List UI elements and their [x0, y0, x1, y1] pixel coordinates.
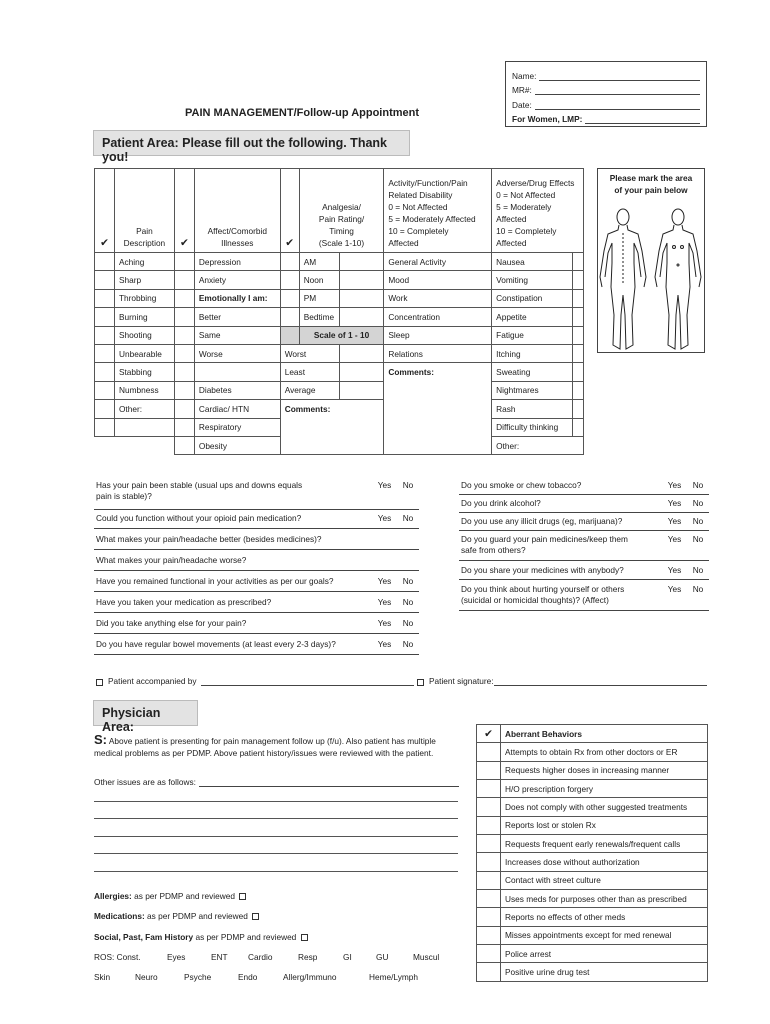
affect-item: Respiratory — [194, 418, 280, 436]
analgesia-checkbox[interactable] — [280, 308, 299, 326]
adverse-item: Sweating — [492, 363, 573, 381]
ros-item[interactable]: Eyes — [167, 952, 186, 962]
affect-checkbox[interactable] — [174, 418, 194, 436]
pain-item: Unbearable — [114, 344, 174, 362]
checkbox-icon[interactable] — [252, 913, 259, 920]
aberrant-item: Does not comply with other suggested treatments — [501, 798, 708, 816]
adverse-input[interactable] — [572, 381, 583, 399]
patient-id-box — [505, 61, 707, 127]
no-option[interactable]: No — [402, 618, 414, 628]
yes-option[interactable]: Yes — [377, 597, 392, 607]
question-text: Do you share your medicines with anybody? — [461, 565, 624, 575]
question-text: What makes your pain/headache worse? — [96, 555, 247, 565]
ros-item[interactable]: Resp — [298, 952, 318, 962]
yes-option[interactable]: Yes — [377, 639, 392, 649]
aberrant-checkbox[interactable] — [477, 816, 501, 834]
pain-checkbox[interactable] — [95, 271, 115, 289]
no-option[interactable]: No — [692, 498, 704, 508]
analgesia-checkbox[interactable] — [280, 289, 299, 307]
ros-item[interactable]: Skin — [94, 972, 111, 982]
aberrant-item: Police arrest — [501, 945, 708, 963]
analgesia-checkbox[interactable] — [280, 271, 299, 289]
question-text: Do you smoke or chew tobacco? — [461, 480, 582, 490]
activity-item: Concentration — [384, 308, 492, 326]
activity-item: Sleep — [384, 326, 492, 344]
adverse-input[interactable] — [572, 289, 583, 307]
affect-item: Depression — [194, 253, 280, 271]
affect-item: Worse — [194, 344, 280, 362]
average-input[interactable] — [339, 381, 384, 399]
pain-checkbox[interactable] — [95, 418, 115, 436]
aberrant-check-header: ✔ — [477, 725, 501, 743]
checkbox-icon[interactable] — [301, 934, 308, 941]
adverse-item: Vomiting — [492, 271, 573, 289]
name-field[interactable]: Name: — [512, 66, 700, 81]
ros-row-1 — [94, 952, 454, 964]
accompanied-field[interactable] — [94, 676, 414, 686]
pain-checkbox[interactable] — [95, 289, 115, 307]
no-option[interactable]: No — [692, 480, 704, 490]
pain-item: Shooting — [114, 326, 174, 344]
social-text: as per PDMP and reviewed — [195, 932, 297, 942]
ros-item[interactable]: Neuro — [135, 972, 158, 982]
note-line[interactable] — [94, 836, 458, 837]
check-column-1: ✔ — [95, 169, 115, 253]
allergies-row — [94, 891, 248, 901]
aberrant-item: H/O prescription forgery — [501, 780, 708, 798]
yes-option[interactable]: Yes — [667, 498, 682, 508]
adverse-item: Other: — [492, 436, 584, 454]
mr-field[interactable]: MR#: — [512, 81, 700, 96]
signature-field[interactable] — [415, 676, 707, 686]
question-row — [459, 498, 709, 513]
analgesia-item: Noon — [299, 271, 339, 289]
adverse-item: Fatigue — [492, 326, 573, 344]
affect-item: Emotionally I am: — [194, 289, 280, 307]
yes-option[interactable]: Yes — [667, 584, 682, 594]
adverse-input[interactable] — [572, 344, 583, 362]
scale-cell — [280, 326, 299, 344]
adverse-input[interactable] — [572, 271, 583, 289]
affect-checkbox[interactable] — [174, 381, 194, 399]
no-option[interactable]: No — [692, 534, 704, 544]
affect-header: Affect/Comorbid Illnesses — [194, 169, 280, 253]
question-text: Do you drink alcohol? — [461, 498, 541, 508]
ros-item[interactable]: GU — [376, 952, 389, 962]
yes-option[interactable]: Yes — [667, 565, 682, 575]
adverse-input[interactable] — [572, 253, 583, 271]
question-row — [459, 565, 709, 580]
adverse-input[interactable] — [572, 400, 583, 418]
aberrant-checkbox[interactable] — [477, 908, 501, 926]
pain-description-header: Pain Description — [114, 169, 174, 253]
question-row[interactable] — [94, 555, 419, 571]
pain-item: Throbbing — [114, 289, 174, 307]
ros-item[interactable]: Allerg/Immuno — [283, 972, 337, 982]
subjective-section — [94, 734, 459, 759]
affect-item — [194, 363, 280, 381]
question-row — [94, 597, 419, 613]
affect-checkbox[interactable] — [174, 289, 194, 307]
question-text: What makes your pain/headache better (besides medicines)? — [96, 534, 322, 544]
aberrant-item: Misses appointments except for med renewal — [501, 926, 708, 944]
note-line[interactable] — [94, 801, 458, 802]
checkbox-icon[interactable] — [96, 679, 103, 686]
affect-checkbox[interactable] — [174, 400, 194, 418]
affect-checkbox[interactable] — [174, 326, 194, 344]
checkbox-icon[interactable] — [239, 893, 246, 900]
aberrant-checkbox[interactable] — [477, 743, 501, 761]
activity-item: Mood — [384, 271, 492, 289]
ros-row-2 — [94, 972, 454, 984]
blank-cell — [114, 436, 174, 454]
social-row — [94, 932, 310, 942]
question-row — [459, 584, 709, 611]
activity-item: General Activity — [384, 253, 492, 271]
ros-item[interactable]: Heme/Lymph — [369, 972, 419, 982]
pain-item — [114, 418, 174, 436]
aberrant-item: Increases dose without authorization — [501, 853, 708, 871]
scale-label: Scale of 1 - 10 — [299, 326, 384, 344]
no-option[interactable]: No — [402, 597, 414, 607]
pain-checkbox[interactable] — [95, 326, 115, 344]
pain-assessment-table — [94, 168, 584, 455]
affect-item: Cardiac/ HTN — [194, 400, 280, 418]
social-label: Social, Past, Fam History — [94, 932, 194, 942]
question-text: Have you remained functional in your activities as per our goals? — [96, 576, 334, 586]
ros-item[interactable]: Psyche — [184, 972, 212, 982]
aberrant-item: Attempts to obtain Rx from other doctors or ER — [501, 743, 708, 761]
question-row — [459, 534, 709, 561]
ros-item[interactable]: Endo — [238, 972, 258, 982]
accompanied-label: Patient accompanied by — [108, 676, 197, 686]
aberrant-checkbox[interactable] — [477, 926, 501, 944]
body-diagram-label: Please mark the area of your pain below — [609, 173, 693, 195]
average-label: Average — [280, 381, 339, 399]
pain-item: Burning — [114, 308, 174, 326]
affect-item: Anxiety — [194, 271, 280, 289]
no-option[interactable]: No — [402, 513, 414, 523]
adverse-input[interactable] — [572, 326, 583, 344]
note-line[interactable] — [94, 818, 458, 819]
analgesia-input[interactable] — [339, 289, 384, 307]
question-row[interactable] — [94, 534, 419, 550]
pain-checkbox[interactable] — [95, 381, 115, 399]
affect-item: Same — [194, 326, 280, 344]
adverse-item: Nightmares — [492, 381, 573, 399]
adverse-input[interactable] — [572, 308, 583, 326]
no-option[interactable]: No — [692, 565, 704, 575]
allergies-text: as per PDMP and reviewed — [134, 891, 235, 901]
question-text: Do you guard your pain medicines/keep them safe from others? — [461, 534, 628, 555]
question-text: Could you function without your opioid pain medication? — [96, 513, 302, 523]
no-option[interactable]: No — [402, 480, 414, 490]
pain-item: Numbness — [114, 381, 174, 399]
analgesia-input[interactable] — [339, 253, 384, 271]
aberrant-checkbox[interactable] — [477, 761, 501, 779]
other-issues-field[interactable] — [94, 777, 459, 787]
yes-option[interactable]: Yes — [667, 480, 682, 490]
yes-option[interactable]: Yes — [377, 513, 392, 523]
pain-item: Stabbing — [114, 363, 174, 381]
worst-label: Worst — [280, 344, 339, 362]
adverse-item: Constipation — [492, 289, 573, 307]
question-row — [94, 480, 419, 510]
aberrant-item: Reports lost or stolen Rx — [501, 816, 708, 834]
affect-item: Obesity — [194, 436, 280, 454]
no-option[interactable]: No — [692, 584, 704, 594]
analgesia-checkbox[interactable] — [280, 253, 299, 271]
physician-area-header: Physician Area: — [93, 700, 198, 726]
question-text: Do you have regular bowel movements (at least every 2-3 days)? — [96, 639, 336, 649]
affect-item: Diabetes — [194, 381, 280, 399]
check-column-3: ✔ — [280, 169, 299, 253]
question-text: Did you take anything else for your pain? — [96, 618, 247, 628]
yes-option[interactable]: Yes — [667, 534, 682, 544]
s-text: Above patient is presenting for pain management follow up (f/u). Also patient has multiple medical problems as per PDMP. Above patient history/issues were reviewed with the patient. — [94, 736, 436, 758]
pain-item: Other: — [114, 400, 174, 418]
pain-item: Aching — [114, 253, 174, 271]
lmp-field[interactable]: For Women, LMP: — [512, 110, 700, 125]
adverse-item: Rash — [492, 400, 573, 418]
aberrant-item: Requests higher doses in increasing manner — [501, 761, 708, 779]
yes-option[interactable]: Yes — [377, 576, 392, 586]
checkbox-icon[interactable] — [417, 679, 424, 686]
pain-item: Sharp — [114, 271, 174, 289]
other-issues-label: Other issues are as follows: — [94, 777, 196, 787]
question-row — [94, 639, 419, 655]
aberrant-item: Contact with street culture — [501, 871, 708, 889]
aberrant-item: Uses meds for purposes other than as prescribed — [501, 890, 708, 908]
check-column-2: ✔ — [174, 169, 194, 253]
date-field[interactable]: Date: — [512, 95, 700, 110]
medications-label: Medications: — [94, 911, 145, 921]
question-row — [94, 513, 419, 529]
affect-checkbox[interactable] — [174, 363, 194, 381]
least-label: Least — [280, 363, 339, 381]
activity-item: Relations — [384, 344, 492, 362]
blank-cell — [95, 436, 115, 454]
yes-option[interactable]: Yes — [667, 516, 682, 526]
aberrant-checkbox[interactable] — [477, 835, 501, 853]
no-option[interactable]: No — [402, 576, 414, 586]
medications-row — [94, 911, 261, 921]
question-text: Do you think about hurting yourself or others (suicidal or homicidal thoughts)? (Affect) — [461, 584, 625, 605]
aberrant-checkbox[interactable] — [477, 780, 501, 798]
aberrant-item: Requests frequent early renewals/frequent calls — [501, 835, 708, 853]
least-input[interactable] — [339, 363, 384, 381]
aberrant-header: Aberrant Behaviors — [501, 725, 708, 743]
aberrant-checkbox[interactable] — [477, 798, 501, 816]
analgesia-item: AM — [299, 253, 339, 271]
no-option[interactable]: No — [692, 516, 704, 526]
affect-checkbox[interactable] — [174, 344, 194, 362]
question-row — [459, 516, 709, 531]
pain-checkbox[interactable] — [95, 308, 115, 326]
adverse-input[interactable] — [572, 418, 583, 436]
question-row — [94, 576, 419, 592]
adverse-item: Difficulty thinking — [492, 418, 573, 436]
affect-checkbox[interactable] — [174, 253, 194, 271]
aberrant-checkbox[interactable] — [477, 871, 501, 889]
question-row — [459, 480, 709, 495]
aberrant-behaviors-table — [476, 724, 708, 982]
s-letter: S: — [94, 732, 107, 747]
worst-input[interactable] — [339, 344, 384, 362]
activity-header: Activity/Function/Pain Related Disability 0 = Not Affected 5 = Moderately Affected 10 = Completely Affected — [384, 169, 492, 253]
ros-item[interactable]: ENT — [211, 952, 228, 962]
adverse-item: Nausea — [492, 253, 573, 271]
aberrant-checkbox[interactable] — [477, 963, 501, 981]
adverse-item: Itching — [492, 344, 573, 362]
pain-checkbox[interactable] — [95, 344, 115, 362]
analgesia-input[interactable] — [339, 308, 384, 326]
question-row — [94, 618, 419, 634]
activity-item: Work — [384, 289, 492, 307]
yes-option[interactable]: Yes — [377, 480, 392, 490]
affect-checkbox[interactable] — [174, 436, 194, 454]
no-option[interactable]: No — [402, 639, 414, 649]
medications-text: as per PDMP and reviewed — [147, 911, 248, 921]
affect-item: Better — [194, 308, 280, 326]
adverse-header: Adverse/Drug Effects 0 = Not Affected 5 = Moderately Affected 10 = Completely Affected — [492, 169, 584, 253]
activity-comments[interactable]: Comments: — [384, 363, 492, 455]
ros-item[interactable]: ROS: Const. — [94, 952, 141, 962]
ros-item[interactable]: Cardio — [248, 952, 273, 962]
adverse-input[interactable] — [572, 363, 583, 381]
signature-label: Patient signature: — [429, 676, 494, 686]
question-text: Do you use any illicit drugs (eg, marijuana)? — [461, 516, 623, 526]
yes-option[interactable]: Yes — [377, 618, 392, 628]
aberrant-item: Positive urine drug test — [501, 963, 708, 981]
question-text: Have you taken your medication as prescribed? — [96, 597, 272, 607]
analgesia-header: Analgesia/ Pain Rating/ Timing (Scale 1-10) — [299, 169, 384, 253]
body-diagram-box — [597, 168, 705, 353]
ros-item[interactable]: Muscul — [413, 952, 440, 962]
aberrant-checkbox[interactable] — [477, 853, 501, 871]
affect-checkbox[interactable] — [174, 271, 194, 289]
adverse-item: Appetite — [492, 308, 573, 326]
question-text: Has your pain been stable (usual ups and downs equals pain is stable)? — [96, 480, 303, 501]
ros-item[interactable]: GI — [343, 952, 352, 962]
aberrant-checkbox[interactable] — [477, 945, 501, 963]
affect-checkbox[interactable] — [174, 308, 194, 326]
aberrant-item: Reports no effects of other meds — [501, 908, 708, 926]
analgesia-item: PM — [299, 289, 339, 307]
pain-checkbox[interactable] — [95, 363, 115, 381]
analgesia-comments[interactable]: Comments: — [280, 400, 384, 455]
aberrant-checkbox[interactable] — [477, 890, 501, 908]
analgesia-item: Bedtime — [299, 308, 339, 326]
pain-checkbox[interactable] — [95, 253, 115, 271]
note-line[interactable] — [94, 853, 458, 854]
body-outline-icon[interactable] — [598, 203, 704, 353]
note-line[interactable] — [94, 871, 458, 872]
patient-area-header: Patient Area: Please fill out the following. Thank you! — [93, 130, 410, 156]
pain-checkbox[interactable] — [95, 400, 115, 418]
analgesia-input[interactable] — [339, 271, 384, 289]
page-title: PAIN MANAGEMENT/Follow-up Appointment — [185, 107, 420, 119]
allergies-label: Allergies: — [94, 891, 132, 901]
